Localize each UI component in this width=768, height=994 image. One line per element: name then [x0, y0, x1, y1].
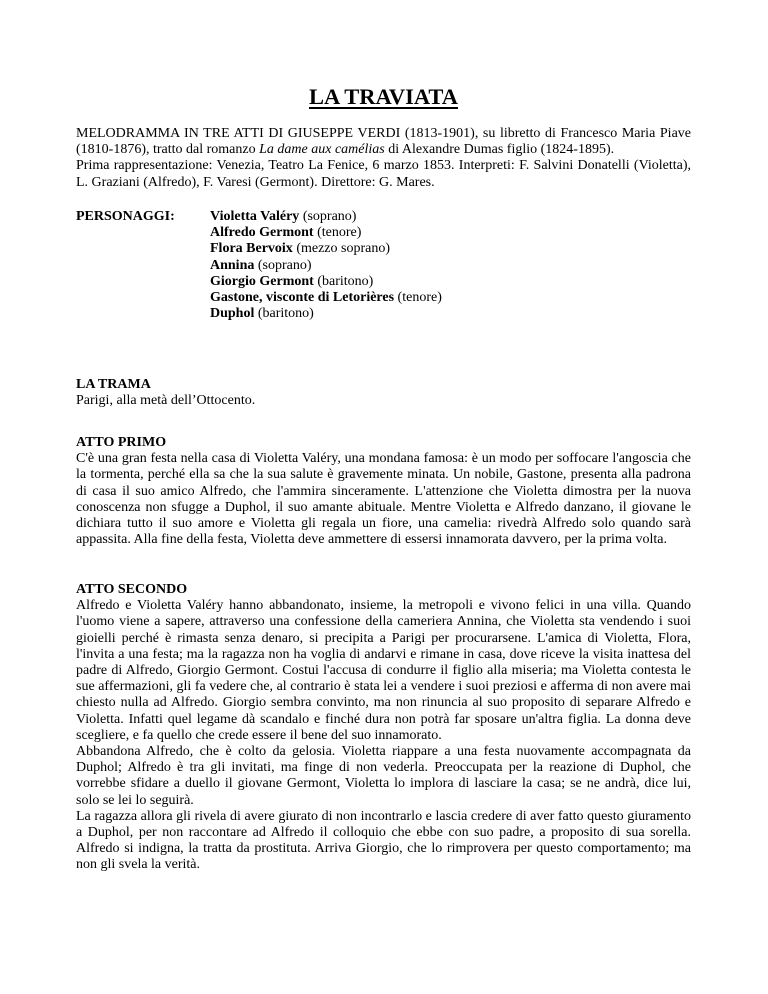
document-title: LA TRAVIATA — [308, 84, 458, 109]
trama-text: Parigi, alla metà dell’Ottocento. — [76, 393, 256, 409]
atto-secondo-heading: ATTO SECONDO — [76, 582, 188, 597]
cast-item — [210, 274, 442, 290]
character-role: (soprano) — [299, 209, 357, 224]
atto-secondo-paragraph: Alfredo e Violetta Valéry hanno abbandonato, insieme, la metropoli e vivono felici in una villa. Quando l'uomo viene a sapere, attraverso una confessione della cameriera Annina, che Violetta sta vendendo i suoi gioielli perché è rimasta senza denaro, si precipita a Parigi per procurarsene. L'amica di Violetta, Flora, l'invita a una festa; ma la ragazza non ha voglia di andarvi e rimane in casa, dove riceve la visita inattesa del padre di Alfredo, Giorgio Germont. Costui l'accusa di condurre il figlio alla miseria; ma Violetta contesta le sue affermazioni, gli fa vedere che, al contrario è stata lei a vendere i suoi preziosi e afferma di non avere mai chiesto nulla ad Alfredo. Giorgio sembra convinto, ma non rinuncia al suo proposito di separare Alfredo e Violetta. Infatti quel legame dà scandalo e finché dura non potrà far sposare un'altra figlia. La donna deve scegliere, e fa quello che crede essere il bene del suo innamorato. — [76, 598, 691, 743]
atto-primo-heading: ATTO PRIMO — [76, 435, 167, 450]
atto-primo-section — [76, 435, 691, 548]
cast-item — [210, 258, 442, 274]
character-role: (tenore) — [313, 225, 362, 241]
character-name: Giorgio Germont — [210, 273, 314, 289]
intro-lead: MELODRAMMA IN TRE ATTI DI GIUSEPPE VERDI (1813-1901), su libretto di Francesco Maria Piave (1810-1876), tratto dal romanzo — [76, 126, 691, 158]
cast-label: PERSONAGGI: — [76, 209, 175, 224]
intro-paragraph — [76, 126, 691, 158]
character-name: Gastone, visconte di Letorières — [210, 290, 395, 306]
atto-secondo-paragraph: La ragazza allora gli rivela di avere giurato di non incontrarlo e lascia credere di aver fatto questo giuramento a Duphol, per non raccontare ad Alfredo il colloquio che ebbe con suo padre, a proposito di sua sorella. Alfredo si indigna, la tratta da prostituta. Arriva Giorgio, che lo rimprovera per questo comportamento; ma non gli svela la verità. — [76, 808, 691, 873]
atto-secondo-section — [76, 582, 691, 874]
intro-lead-end: di Alexandre Dumas figlio (1824-1895). — [384, 142, 615, 158]
character-role: (mezzo soprano) — [292, 241, 390, 257]
character-name: Annina — [210, 257, 255, 273]
character-name: Flora Bervoix — [210, 241, 293, 257]
atto-primo-text: C'è una gran festa nella casa di Violetta Valéry, una mondana famosa: è un modo per soffocare l'angoscia che la tormenta, perché ella sa che la sua salute è gravemente minata. Un nobile, Gastone, presenta alla padrona di casa il suo amico Alfredo, che l'ammira sinceramente. L'attenzione che Violetta dimostra per la nuova conoscenza non sfugge a Duphol, il suo amante abituale. Mentre Violetta e Alfredo danzano, il giovane le dichiara tutto il suo amore e Violetta gli regala un fiore, una camelia: rivedrà Alfredo solo quando sarà appassita. Alla fine della festa, Violetta deve ammettere di essersi innamorata davvero, per la prima volta. — [76, 451, 691, 548]
cast-list — [210, 209, 442, 322]
intro-section — [76, 126, 691, 191]
character-role: (baritono) — [254, 306, 314, 322]
character-name: Duphol — [210, 306, 255, 322]
character-name: Violetta Valéry — [210, 209, 300, 224]
premiere-paragraph: Prima rappresentazione: Venezia, Teatro La Fenice, 6 marzo 1853. Interpreti: F. Salvini Donatelli (Violetta), L. Graziani (Alfredo), F. Varesi (Germont). Direttore: G. Mares. — [76, 158, 691, 190]
novel-title: La dame aux camélias — [259, 142, 385, 158]
character-role: (soprano) — [254, 257, 312, 273]
atto-secondo-paragraph: Abbandona Alfredo, che è colto da gelosia. Violetta riappare a una festa nuovamente accompagnata da Duphol; Alfredo è tra gli invitati, ma finge di non vederla. Preoccupata per la reazione di Duphol, che vorrebbe sfidare a duello il giovane Germont, Violetta lo implora di lasciare la casa; se ne andrà, dice lui, solo se lei lo seguirà. — [76, 744, 691, 808]
cast-item — [210, 306, 442, 322]
trama-heading: LA TRAMA — [76, 377, 151, 392]
cast-item — [210, 209, 442, 225]
character-role: (tenore) — [394, 290, 442, 306]
character-role: (baritono) — [313, 273, 374, 289]
cast-item — [210, 241, 442, 257]
trama-section — [76, 377, 691, 409]
cast-item — [210, 290, 442, 306]
cast-item — [210, 225, 442, 241]
character-name: Alfredo Germont — [210, 225, 314, 241]
